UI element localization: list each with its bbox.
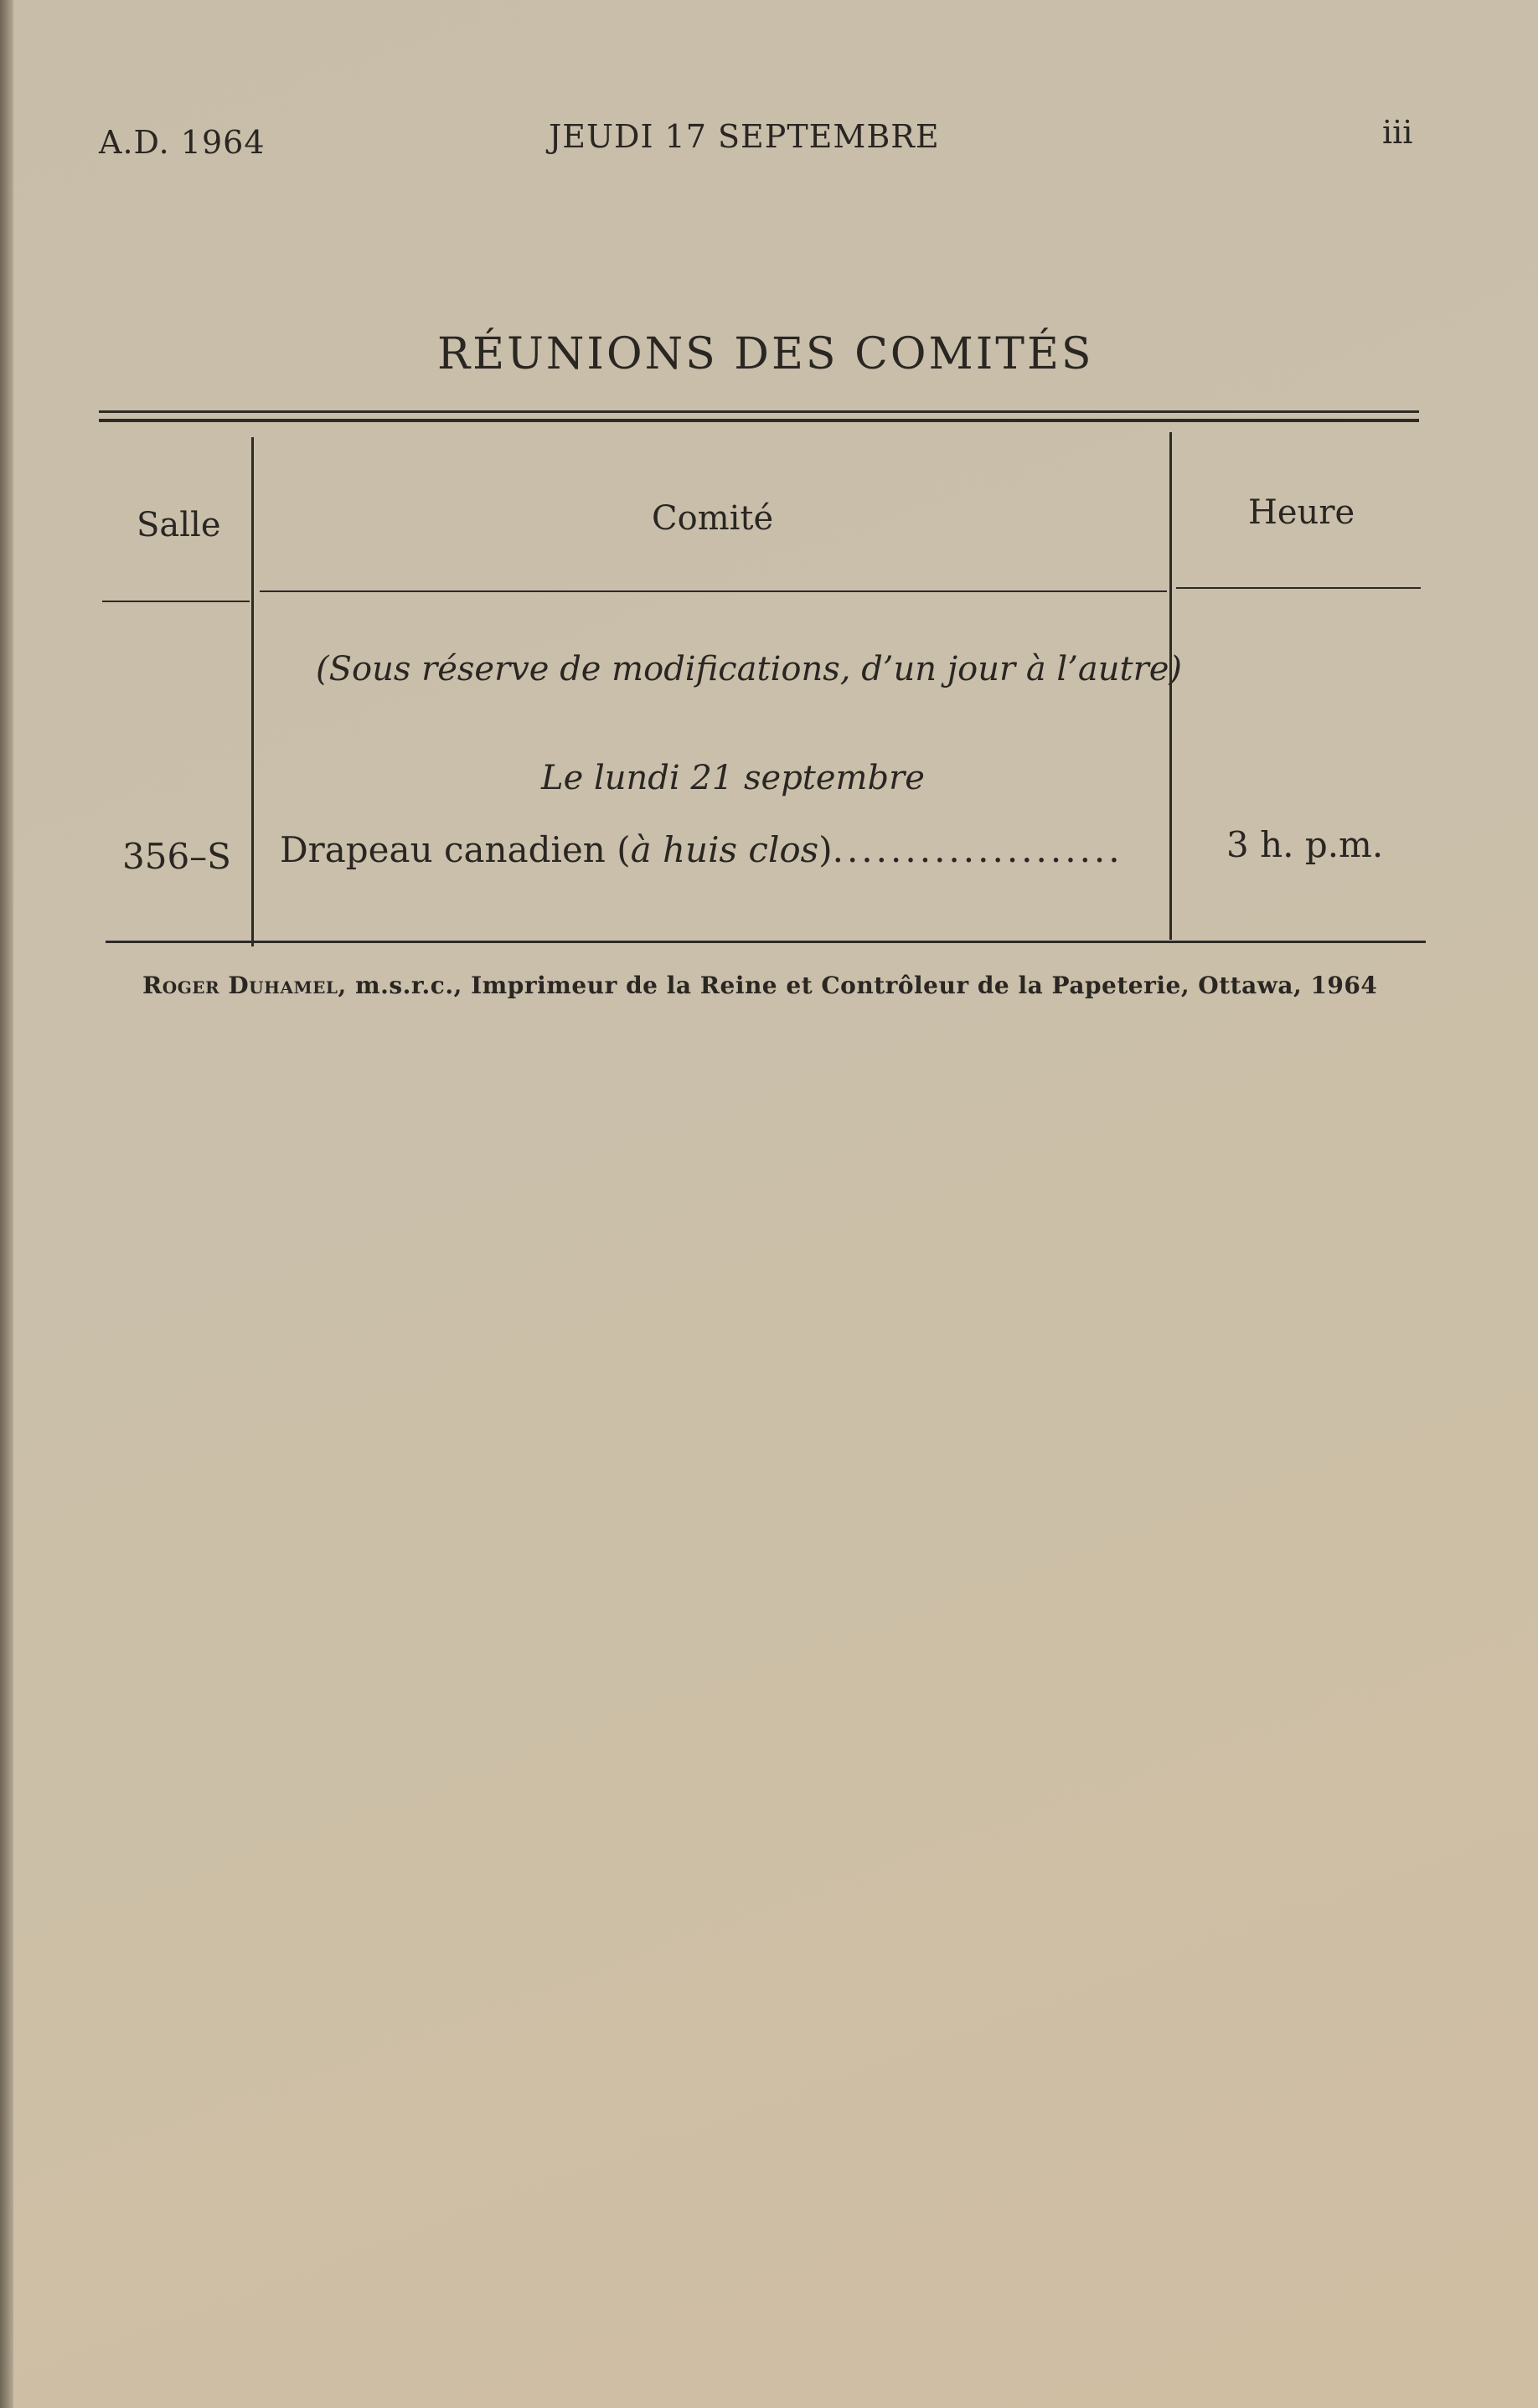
printer-details: , m.s.r.c., Imprimeur de la Reine et Contrôleur de la Papeterie, Ottawa, 1964 bbox=[338, 972, 1378, 999]
meeting-time: 3 h. p.m. bbox=[1226, 824, 1384, 865]
header-rule-comite bbox=[260, 590, 1167, 592]
room-number: 356–S bbox=[122, 836, 231, 877]
schedule-note: (Sous réserve de modifications, d’un jour à l’autre) bbox=[316, 650, 1182, 688]
page-title: RÉUNIONS DES COMITÉS bbox=[437, 329, 1094, 379]
committee-italic-text: à huis clos bbox=[630, 829, 819, 870]
table-bottom-rule bbox=[106, 941, 1426, 943]
printer-imprint bbox=[142, 972, 1377, 999]
page-binding-edge bbox=[0, 0, 13, 2408]
committee-name bbox=[280, 829, 1151, 870]
column-header-salle: Salle bbox=[137, 506, 221, 544]
header-rule-salle bbox=[102, 601, 250, 602]
committee-close-text: ) bbox=[818, 829, 833, 870]
meeting-date: Le lundi 21 septembre bbox=[541, 759, 925, 797]
page-number: iii bbox=[1382, 114, 1413, 151]
column-divider-1 bbox=[251, 437, 254, 946]
header-rule-heure bbox=[1176, 587, 1421, 589]
column-header-heure: Heure bbox=[1248, 493, 1355, 532]
committee-main-text: Drapeau canadien ( bbox=[280, 829, 631, 870]
table-top-rule bbox=[99, 410, 1419, 413]
header-date: JEUDI 17 SEPTEMBRE bbox=[549, 118, 940, 155]
dot-leader: .................... bbox=[832, 829, 1123, 870]
column-header-comite: Comité bbox=[652, 499, 774, 538]
table-top-rule-2 bbox=[99, 419, 1419, 422]
printer-name: Roger Duhamel bbox=[142, 972, 338, 999]
header-year: A.D. 1964 bbox=[99, 124, 266, 161]
